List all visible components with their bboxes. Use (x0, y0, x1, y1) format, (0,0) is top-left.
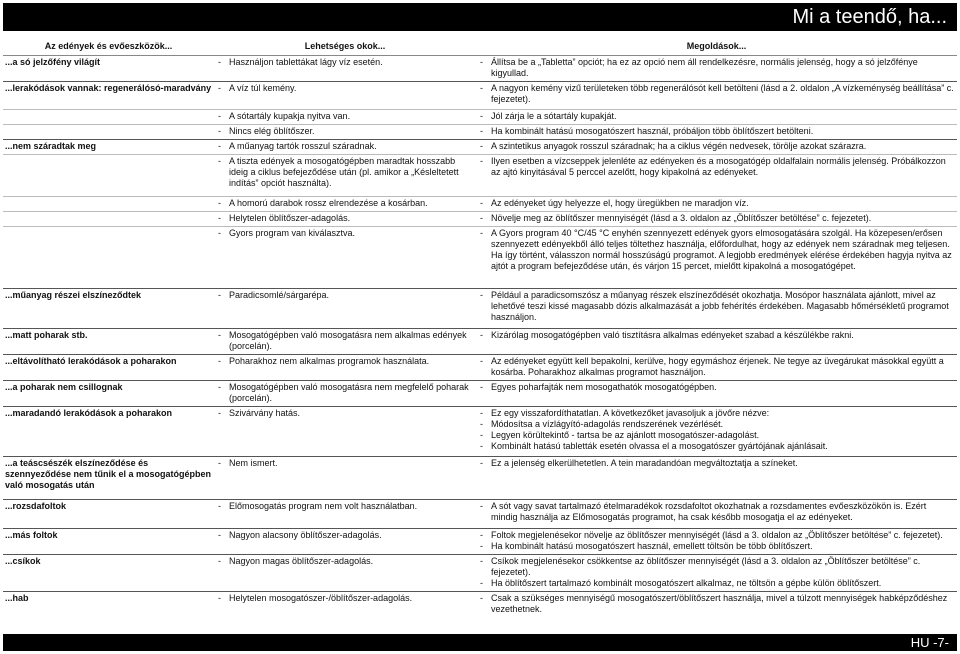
cause-text: - Nincs elég öblítőszer. (216, 126, 474, 137)
solution-text: - Ez egy visszafordíthatatlan. A következőket javasoljuk a jövőre nézve: (478, 408, 955, 419)
table-header-row (3, 39, 957, 56)
cause-cell (214, 500, 476, 529)
solution-text: - Az edényeket együtt kell bepakolni, kerülve, hogy egymáshoz érjenek. Ne tegye az üvegárukat másokkal együtt a kosárba. Poharakhoz alkalmas programot használjon. (478, 356, 955, 378)
cause-text: - A tiszta edények a mosogatógépben maradtak hosszabb ideig a ciklus befejeződése után (pl. amikor a „Késleltetett indítás” opciót használta). (216, 156, 474, 189)
table-row (3, 155, 957, 197)
issue-cell: ...a só jelzőfény világít (5, 57, 101, 67)
cause-text: - Előmosogatás program nem volt használatban. (216, 501, 474, 512)
issue-cell (3, 197, 214, 212)
solution-cell (476, 227, 957, 289)
solution-cell (476, 555, 957, 592)
cause-text: - Poharakhoz nem alkalmas programok használata. (216, 356, 474, 367)
cause-cell (214, 82, 476, 110)
table-row (3, 197, 957, 212)
table-row (3, 407, 957, 457)
column-header-cause: Lehetséges okok... (214, 39, 476, 56)
solution-text: - Kizárólag mosogatógépben való tisztításra alkalmas edényeket szabad a készülékbe rakni. (478, 330, 955, 341)
solution-text: - Csíkok megjelenésekor csökkentse az öblítőszer mennyiségét (lásd a 3. oldalon az „Öblítőszer betöltése” c. fejezetet). (478, 556, 955, 578)
issue-cell: ...más foltok (3, 529, 214, 555)
solution-text: - Jól zárja le a sótartály kupakját. (478, 111, 955, 122)
solution-text: - Az edényeket úgy helyezze el, hogy üregükben ne maradjon víz. (478, 198, 955, 209)
cause-cell (214, 155, 476, 197)
solution-cell (476, 592, 957, 622)
cause-text: - A sótartály kupakja nyitva van. (216, 111, 474, 122)
cause-cell (214, 529, 476, 555)
table-row (3, 329, 957, 355)
table-row (3, 457, 957, 500)
solution-cell (476, 289, 957, 329)
solution-cell (476, 125, 957, 140)
cause-cell (214, 125, 476, 140)
table-row (3, 56, 957, 82)
table-row (3, 529, 957, 555)
solution-text: - Csak a szükséges mennyiségű mosogatószert/öblítőszert használja, mivel a túlzott mennyiségek habképződéshez vezethetnek. (478, 593, 955, 615)
solution-cell (476, 155, 957, 197)
column-header-solution: Megoldások... (476, 39, 957, 56)
issue-cell (3, 227, 214, 289)
issue-cell (3, 212, 214, 227)
troubleshooting-table (3, 39, 957, 622)
table-row (3, 355, 957, 381)
table-row (3, 289, 957, 329)
cause-cell (214, 592, 476, 622)
cause-cell (214, 289, 476, 329)
cause-text: - Szivárvány hatás. (216, 408, 474, 419)
solution-cell (476, 110, 957, 125)
solution-text: - A sót vagy savat tartalmazó ételmaradékok rozsdafoltot okozhatnak a rozsdamentes evőeszközökön is. Ezért mindig használja az Előmosogatás programot, ha csak később mosogatja el az edényeket. (478, 501, 955, 523)
footer-bar (3, 634, 957, 651)
cause-text: - Mosogatógépben való mosogatásra nem alkalmas edények (porcelán). (216, 330, 474, 352)
table-row (3, 555, 957, 592)
issue-cell: ...a teáscsészék elszíneződése és szennyeződése nem tűnik el a mosogatógépben való mosogatás után (3, 457, 214, 500)
cause-cell (214, 212, 476, 227)
solution-text: - Ilyen esetben a vízcseppek jelenléte az edényeken és a mosogatógép oldalfalain normális jelenség. Próbálkozzon az ajtó kinyitásával 5 perccel azelőtt, hogy kipakolná az edényeket. (478, 156, 955, 178)
solution-cell (476, 457, 957, 500)
solution-cell (476, 140, 957, 155)
solution-text: - Növelje meg az öblítőszer mennyiségét (lásd a 3. oldalon az „Öblítőszer betöltése” c. fejezetet). (478, 213, 955, 224)
table-row (3, 227, 957, 289)
issue-cell: ...nem száradtak meg (3, 140, 214, 155)
table-row (3, 140, 957, 155)
cause-text: - Paradicsomlé/sárgarépa. (216, 290, 474, 301)
solution-text: - Ez a jelenség elkerülhetetlen. A tein maradandóan megváltoztatja a színeket. (478, 458, 955, 469)
column-header-issue: Az edények és evőeszközök... (3, 39, 214, 56)
cause-cell (214, 457, 476, 500)
solution-cell (476, 500, 957, 529)
solution-text: - Ha kombinált hatású mosogatószert használ, próbáljon több öblítőszert betölteni. (478, 126, 955, 137)
issue-cell: ...a poharak nem csillognak (3, 381, 214, 407)
cause-cell (214, 407, 476, 457)
solution-text: - Kombinált hatású tabletták esetén olvassa el a mosogatószer gyártójának ajánlásait. (478, 441, 955, 452)
table-row (3, 125, 957, 140)
solution-cell (476, 407, 957, 457)
table-body (3, 56, 957, 622)
table-row (3, 381, 957, 407)
solution-text: - Ha kombinált hatású mosogatószert használ, emellett töltsön be több öblítőszert. (478, 541, 955, 552)
table-row (3, 592, 957, 622)
issue-cell: ...lerakódások vannak: regenerálósó-maradvány (3, 82, 214, 110)
solution-cell (476, 529, 957, 555)
solution-text: - Legyen körültekintő - tartsa be az ajánlott mosogatószer-adagolást. (478, 430, 955, 441)
solution-cell (476, 381, 957, 407)
solution-text: - Módosítsa a vízlágyító-adagolás rendszerének vezérlését. (478, 419, 955, 430)
cause-text: - Használjon tablettákat lágy víz esetén. (216, 57, 474, 68)
issue-cell: ...eltávolítható lerakódások a poharakon (3, 355, 214, 381)
table-row (3, 82, 957, 110)
issue-cell: ...rozsdafoltok (3, 500, 214, 529)
table-row (3, 110, 957, 125)
solution-cell (476, 212, 957, 227)
cause-cell (214, 555, 476, 592)
solution-cell (476, 329, 957, 355)
cause-text: - Nagyon magas öblítőszer-adagolás. (216, 556, 474, 567)
issue-cell (3, 125, 214, 140)
issue-cell: ...hab (3, 592, 214, 622)
solution-cell (476, 82, 957, 110)
cause-text: - Nem ismert. (216, 458, 474, 469)
cause-cell (214, 56, 476, 82)
cause-text: - Mosogatógépben való mosogatásra nem megfelelő poharak (porcelán). (216, 382, 474, 404)
cause-cell (214, 381, 476, 407)
solution-text: - Ha öblítőszert tartalmazó kombinált mosogatószert alkalmaz, ne töltsön a gépbe külön öblítőszert. (478, 578, 955, 589)
cause-cell (214, 197, 476, 212)
issue-cell: ...csíkok (3, 555, 214, 592)
issue-cell: ...műanyag részei elszíneződtek (3, 289, 214, 329)
solution-text: - A szintetikus anyagok rosszul száradnak; ha a ciklus végén nedvesek, törölje azokat szárazra. (478, 141, 955, 152)
cause-text: - Gyors program van kiválasztva. (216, 228, 474, 239)
solution-text: - Foltok megjelenésekor növelje az öblítőszer mennyiségét (lásd a 3. oldalon az „Öblítőszer betöltése” c. fejezetet). (478, 530, 955, 541)
cause-cell (214, 355, 476, 381)
solution-text: - A Gyors program 40 °C/45 °C enyhén szennyezett edények gyors elmosogatására szolgál. Ha közepesen/erősen szennyezett edényekből álló teljes töltethez használja, előfordulhat, hogy az edények nem száradnak meg teljesen. Ha így történt, válasszon normál hosszúságú programot. A legjobb eredmények elérése érdekében hagyja nyitva az ajtót a program befejeződése után, és várjon 15 percet, mielőtt kipakolná a mosogatógépet. (478, 228, 955, 272)
page-title: Mi a teendő, ha... (792, 6, 947, 28)
solution-text: - A nagyon kemény vizű területeken több regenerálósót kell betölteni (lásd a 2. oldalon „A vízkeménység beállítása” c. fejezetet). (478, 83, 955, 105)
issue-cell: ...maradandó lerakódások a poharakon (3, 407, 214, 457)
solution-cell (476, 197, 957, 212)
solution-text: - Például a paradicsomszósz a műanyag részek elszíneződését okozhatja. Mosópor használata ajánlott, mivel az lehetővé teszi kissé magasabb dózis alkalmazását a jobb fehérítés érdekében. Magasabb hőmérsékletű programot használjon. (478, 290, 955, 323)
cause-cell (214, 110, 476, 125)
cause-text: - Nagyon alacsony öblítőszer-adagolás. (216, 530, 474, 541)
solution-cell (476, 56, 957, 82)
cause-text: - A műanyag tartók rosszul száradnak. (216, 141, 474, 152)
cause-text: - Helytelen öblítőszer-adagolás. (216, 213, 474, 224)
table-row (3, 212, 957, 227)
cause-cell (214, 227, 476, 289)
cause-text: - Helytelen mosogatószer-/öblítőszer-adagolás. (216, 593, 474, 604)
cause-text: - A víz túl kemény. (216, 83, 474, 94)
issue-cell: ...matt poharak stb. (3, 329, 214, 355)
issue-cell (3, 110, 214, 125)
solution-text: - Állítsa be a „Tabletta” opciót; ha ez az opció nem áll rendelkezésre, normális jelenség, hogy a só jelzőfénye kigyullad. (478, 57, 955, 79)
page-number: HU -7- (910, 635, 949, 650)
cause-cell (214, 329, 476, 355)
cause-cell (214, 140, 476, 155)
solution-text: - Egyes poharfajták nem mosogathatók mosogatógépben. (478, 382, 955, 393)
solution-cell (476, 355, 957, 381)
issue-cell (3, 155, 214, 197)
header-bar (3, 3, 957, 31)
table-row (3, 500, 957, 529)
cause-text: - A homorú darabok rossz elrendezése a kosárban. (216, 198, 474, 209)
